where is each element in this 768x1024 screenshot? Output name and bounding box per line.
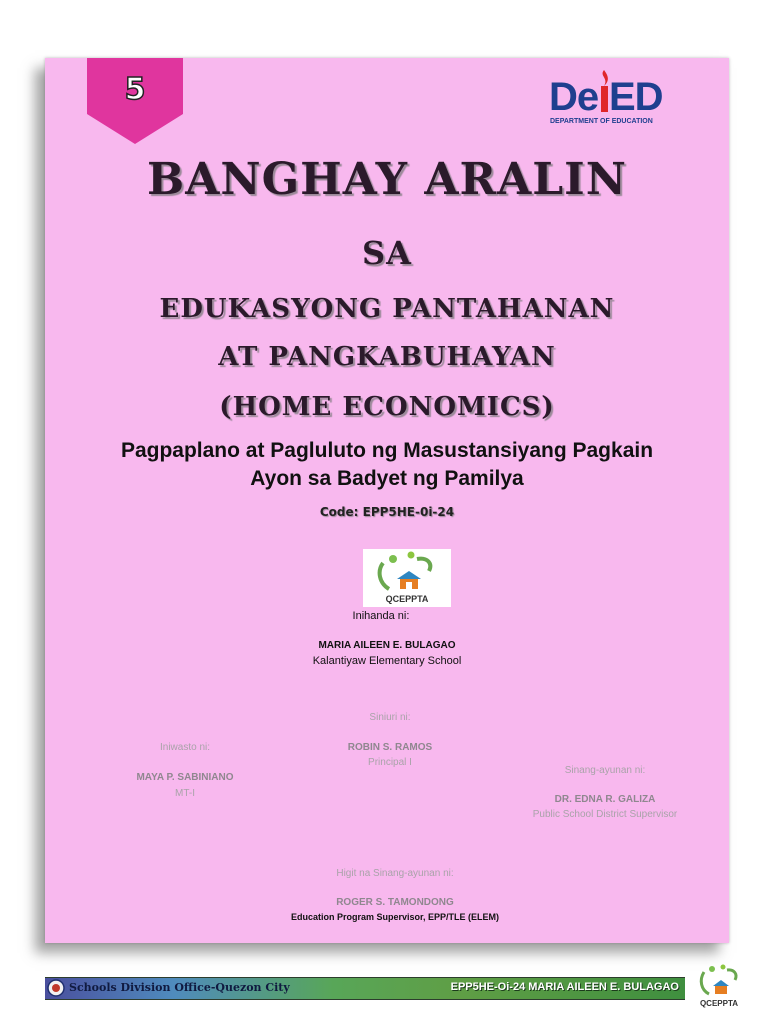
footer-code-author: EPP5HE-Oi-24 MARIA AILEEN E. BULAGAO	[450, 981, 679, 993]
reviewed-role: Principal I	[368, 757, 412, 768]
reviewed-name: ROBIN S. RAMOS	[347, 742, 433, 753]
subtitle-line-2: Ayon sa Badyet ng Pamilya	[250, 467, 524, 490]
title-line-3: EDUKASYONG PANTAHANAN	[159, 294, 615, 324]
footer-logo-text: QCEPPTA	[699, 999, 739, 1008]
prepared-label: Inihanda ni:	[352, 610, 410, 622]
corrected-label: Iniwasto ni:	[159, 742, 211, 753]
subtitle-line-1: Pagpaplano at Pagluluto ng Masustansiyang Pagkain	[120, 439, 654, 462]
lesson-code: Code: EPP5HE-0i-24	[319, 505, 455, 519]
title-line-2: SA	[362, 234, 412, 272]
corrected-role: MT-I	[175, 788, 195, 799]
footer-bar	[45, 977, 685, 1000]
qceppta-logo-graphic	[363, 549, 451, 607]
corrected-name: MAYA P. SABINIANO	[136, 772, 234, 783]
svg-text:De: De	[549, 75, 599, 119]
deped-tagline: DEPARTMENT OF EDUCATION	[550, 118, 653, 125]
approved-label: Sinang-ayunan ni:	[564, 765, 646, 776]
final-approval-name: ROGER S. TAMONDONG	[336, 897, 454, 908]
cover-page	[45, 58, 729, 943]
deped-logo	[547, 66, 677, 132]
grade-badge	[87, 58, 183, 146]
title-line-5: (HOME ECONOMICS)	[219, 392, 555, 422]
reviewed-label: Siniuri ni:	[369, 712, 411, 723]
division-seal-icon	[47, 979, 65, 997]
final-approval-label: Higit na Sinang-ayunan ni:	[336, 868, 454, 879]
prepared-school: Kalantiyaw Elementary School	[312, 655, 462, 667]
approved-name: DR. EDNA R. GALIZA	[554, 794, 656, 805]
grade-number: 5	[124, 72, 146, 107]
footer-division-text: Schools Division Office-Quezon City	[69, 981, 290, 994]
svg-text:ED: ED	[609, 75, 663, 119]
prepared-name: MARIA AILEEN E. BULAGAO	[318, 640, 456, 651]
footer-qceppta-logo	[692, 962, 746, 1012]
qceppta-logo	[363, 549, 451, 607]
title-line-1: BANGHAY ARALIN	[147, 154, 627, 205]
footer-qceppta-graphic	[692, 962, 746, 1012]
deped-logo-graphic	[547, 66, 677, 132]
approved-role: Public School District Supervisor	[532, 809, 678, 820]
final-approval-role: Education Program Supervisor, EPP/TLE (ELEM)	[290, 912, 500, 922]
qceppta-logo-text: QCEPPTA	[385, 594, 429, 604]
title-line-4: AT PANGKABUHAYAN	[218, 342, 556, 372]
